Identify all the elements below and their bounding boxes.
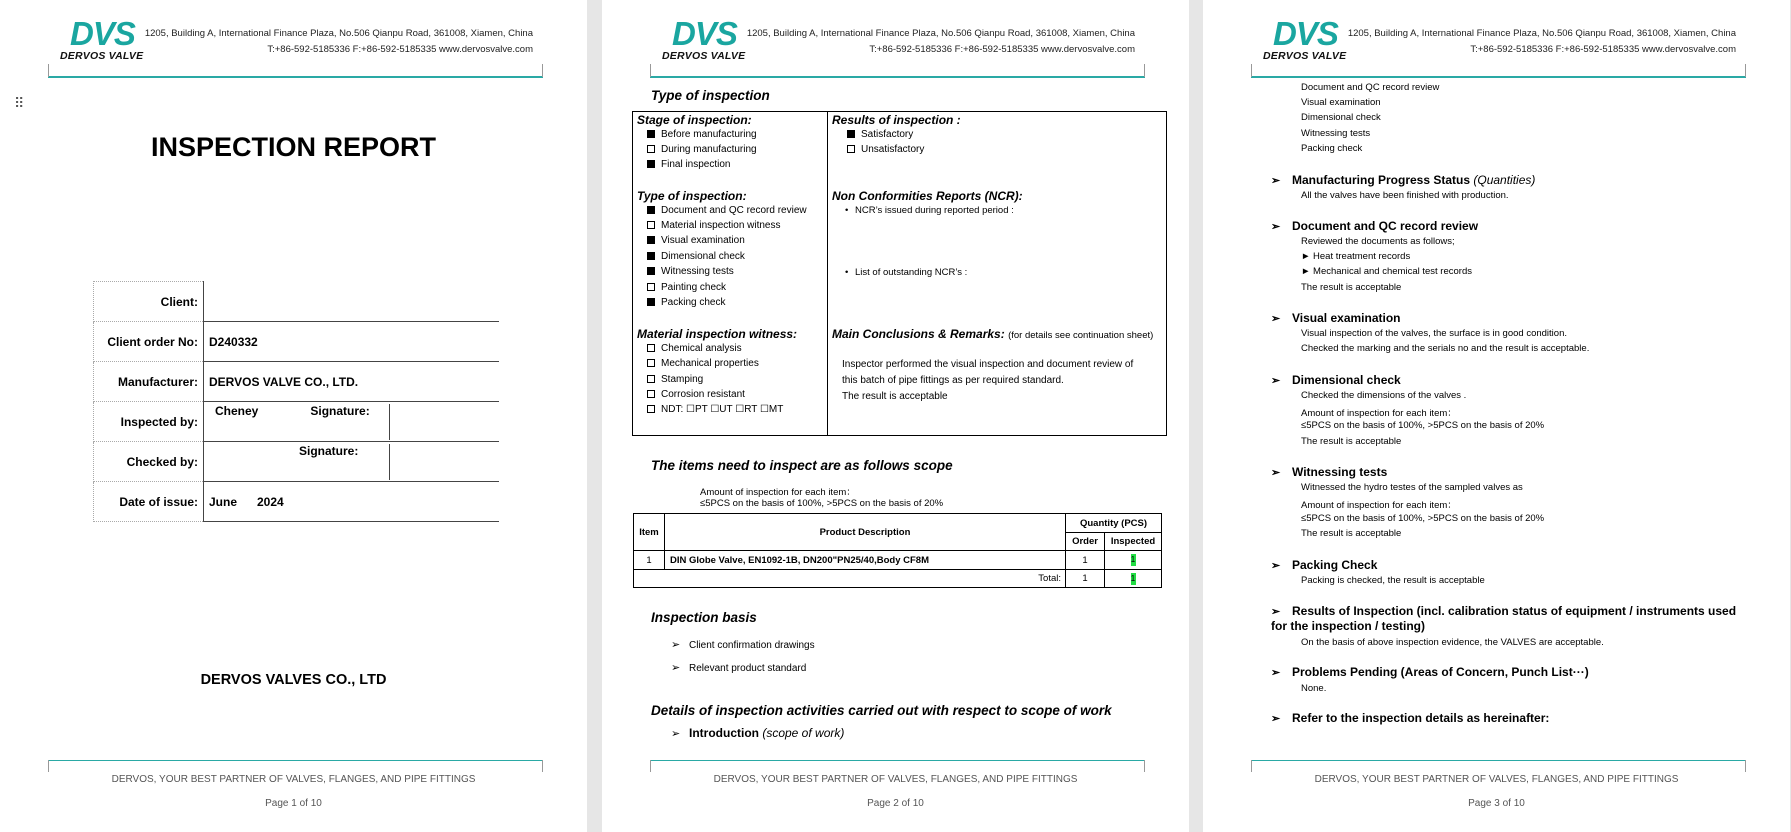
footer-corner-right [1144, 760, 1145, 772]
table-row [94, 282, 500, 322]
conclusions-title: Main Conclusions & Remarks: [832, 327, 1005, 341]
footer-slogan: DERVOS, YOUR BEST PARTNER OF VALVES, FLANGES, AND PIPE FITTINGS [713, 774, 1078, 785]
logo-name: DERVOS VALVE [1263, 50, 1347, 62]
box-column-divider [827, 112, 828, 435]
checkbox-label: Material inspection witness [661, 220, 781, 231]
checkbox-label: Witnessing tests [661, 266, 734, 277]
checkbox-item[interactable] [647, 389, 745, 400]
order-label: Client order No: [94, 322, 204, 362]
checked-cell[interactable] [204, 442, 500, 482]
checkbox-icon [647, 283, 655, 291]
table-row [634, 570, 1162, 588]
manufacturer-value[interactable]: DERVOS VALVE CO., LTD. [204, 362, 500, 402]
checkbox-icon [847, 130, 855, 138]
arrow-bullet-icon: ➢ [1271, 175, 1281, 187]
arrow-bullet-icon: ➢ [1271, 560, 1281, 572]
doc-review-line: The result is acceptable [1301, 282, 1402, 293]
refer-title: Refer to the inspection details as hereinafter: [1292, 711, 1550, 725]
client-label: Client: [94, 282, 204, 322]
cell-order: 1 [1066, 551, 1105, 570]
results-line: On the basis of above inspection evidence, the VALVES are acceptable. [1301, 637, 1604, 648]
problems-title: Problems Pending (Areas of Concern, Punch List···) [1292, 665, 1589, 679]
col-order: Order [1066, 533, 1105, 551]
checkbox-label: Dimensional check [661, 251, 745, 262]
date-value[interactable]: June 2024 [204, 482, 500, 522]
checkbox-icon [647, 252, 655, 260]
checkbox-icon [647, 236, 655, 244]
checkbox-icon [647, 160, 655, 168]
header-corner-right [542, 64, 543, 77]
checkbox-item[interactable] [647, 358, 759, 369]
inspected-signature-label: Signature: [310, 403, 370, 418]
checkbox-label: Satisfactory [861, 129, 914, 140]
doc-review-line: ► Mechanical and chemical test records [1301, 266, 1472, 277]
checked-signature-box[interactable] [389, 444, 498, 480]
visual-line: Visual inspection of the valves, the surface is in good condition. [1301, 328, 1567, 339]
progress-title: Manufacturing Progress Status [1292, 173, 1471, 187]
witness-line: Witnessed the hydro testes of the sampled valves as [1301, 482, 1523, 493]
footer-corner-left [1251, 760, 1252, 772]
company-logo [1261, 15, 1361, 64]
checkbox-item[interactable] [647, 251, 745, 262]
refer-heading [1271, 711, 1549, 725]
material-heading: Material inspection witness: [637, 327, 798, 341]
page-1 [0, 0, 587, 832]
dimensional-heading [1271, 373, 1401, 387]
cell-total-order: 1 [1066, 570, 1105, 588]
arrow-bullet-icon: ➢ [1271, 713, 1281, 725]
checkbox-item[interactable] [647, 343, 742, 354]
cell-inspected [1105, 551, 1162, 570]
ncr-item-text: NCR’s issued during reported period : [855, 205, 1014, 216]
header-address: 1205, Building A, International Finance Plaza, No.506 Qianpu Road, 361008, Xiamen, China [746, 28, 1135, 39]
results-heading: Results of inspection : [832, 113, 961, 127]
progress-heading [1271, 173, 1535, 187]
cell-desc: DIN Globe Valve, EN1092-1B, DN200"PN25/40,Body CF8M [665, 551, 1066, 570]
col-qty: Quantity (PCS) [1066, 514, 1162, 533]
header-corner-left [1251, 64, 1252, 77]
checkbox-icon [647, 221, 655, 229]
logo-mark: DVS [70, 15, 135, 52]
basis-item [671, 638, 815, 651]
table-row [634, 514, 1162, 533]
ncr-item: • NCR’s issued during reported period : [845, 205, 1014, 216]
doc-review-title: Document and QC record review [1292, 219, 1479, 233]
header-corner-right [1745, 64, 1746, 77]
doc-review-heading [1271, 219, 1478, 233]
checkbox-item[interactable] [647, 404, 783, 415]
logo-mark: DVS [1273, 15, 1338, 52]
scope-heading: The items need to inspect are as follows scope [651, 458, 953, 473]
witness-line: ≤5PCS on the basis of 100%, >5PCS on the basis of 20% [1301, 513, 1545, 524]
witness-title: Witnessing tests [1292, 465, 1388, 479]
conclusion-line: The result is acceptable [842, 391, 948, 402]
page-number: Page 1 of 10 [265, 798, 322, 809]
basis-item-text: Client confirmation drawings [689, 640, 815, 651]
witness-heading [1271, 465, 1387, 479]
col-item: Item [634, 514, 665, 551]
page-number: Page 2 of 10 [867, 798, 924, 809]
results-title: Results of Inspection (incl. calibration status of equipment / instruments used [1292, 604, 1737, 618]
report-title: INSPECTION REPORT [150, 132, 437, 162]
logo-name: DERVOS VALVE [60, 50, 144, 62]
highlight-mark [1131, 573, 1136, 585]
page-3 [1203, 0, 1790, 832]
dimensional-line: The result is acceptable [1301, 436, 1402, 447]
results-heading-cont: for the inspection / testing) [1271, 619, 1426, 633]
header-contact: T:+86-592-5185336 F:+86-592-5185335 www.dervosvalve.com [869, 44, 1135, 55]
checkbox-label: Stamping [661, 374, 704, 385]
checkbox-icon [647, 344, 655, 352]
checkbox-label: Chemical analysis [661, 343, 742, 354]
col-desc: Product Description [665, 514, 1066, 551]
company-logo [660, 15, 760, 64]
checkbox-label: Before manufacturing [661, 129, 757, 140]
header-corner-right [1144, 64, 1145, 77]
table-row [94, 362, 500, 402]
footer-divider [48, 760, 543, 761]
checkbox-icon [647, 298, 655, 306]
type-sub-heading: Type of inspection: [637, 189, 747, 203]
checkbox-label: Final inspection [661, 159, 731, 170]
conclusions-note: (for details see continuation sheet) [1008, 330, 1154, 341]
order-value[interactable]: D240332 [204, 322, 500, 362]
ncr-item-text: List of outstanding NCR’s : [855, 267, 968, 278]
checkbox-icon [647, 206, 655, 214]
scope-line: Amount of inspection for each item： [700, 487, 856, 498]
checkbox-icon [647, 130, 655, 138]
cell-total-inspected [1105, 570, 1162, 588]
checkbox-item[interactable] [647, 205, 807, 216]
drag-handle-icon[interactable]: ⠿ [14, 95, 23, 111]
inspected-value: Cheney [215, 403, 259, 418]
company-name: DERVOS VALVES CO., LTD [200, 672, 387, 688]
checkbox-label: Visual examination [661, 235, 745, 246]
witness-line: The result is acceptable [1301, 528, 1402, 539]
logo-mark: DVS [672, 15, 737, 52]
header-address: 1205, Building A, International Finance Plaza, No.506 Qianpu Road, 361008, Xiamen, China [144, 28, 533, 39]
checkbox-label: Corrosion resistant [661, 389, 745, 400]
arrow-bullet-icon: ➢ [1271, 606, 1281, 618]
scope-list-item: Visual examination [1301, 97, 1381, 108]
results-heading [1271, 604, 1736, 618]
stage-heading: Stage of inspection: [637, 113, 752, 127]
checkbox-item[interactable] [647, 282, 726, 293]
footer-slogan: DERVOS, YOUR BEST PARTNER OF VALVES, FLANGES, AND PIPE FITTINGS [1314, 774, 1679, 785]
arrow-bullet-icon: ➢ [671, 639, 681, 651]
scope-line: ≤5PCS on the basis of 100%, >5PCS on the basis of 20% [700, 498, 944, 509]
checkbox-label: Document and QC record review [661, 205, 807, 216]
inspected-cell[interactable] [204, 402, 500, 442]
dimensional-title: Dimensional check [1292, 373, 1401, 387]
visual-line: Checked the marking and the serials no and the result is acceptable. [1301, 343, 1590, 354]
checkbox-item[interactable] [647, 159, 730, 170]
visual-title: Visual examination [1292, 311, 1401, 325]
checkbox-label: During manufacturing [661, 144, 757, 155]
checkbox-item[interactable] [647, 266, 734, 277]
cell-item: 1 [634, 551, 665, 570]
progress-note: (Quantities) [1473, 173, 1536, 187]
ncr-item: • List of outstanding NCR’s : [845, 267, 968, 278]
checkbox-icon [647, 359, 655, 367]
footer-corner-right [542, 760, 543, 772]
header-divider [650, 76, 1145, 78]
header-divider [48, 76, 543, 78]
arrow-bullet-icon: ➢ [1271, 467, 1281, 479]
scope-list-item: Document and QC record review [1301, 82, 1440, 93]
problems-line: None. [1301, 683, 1327, 694]
visual-heading [1271, 311, 1401, 325]
table-row [94, 482, 500, 522]
conclusion-line: this batch of pipe fittings as per required standard. [842, 375, 1064, 386]
packing-line: Packing is checked, the result is acceptable [1301, 575, 1485, 586]
checkbox-item[interactable] [647, 220, 781, 231]
company-logo [58, 15, 158, 64]
header-contact: T:+86-592-5185336 F:+86-592-5185335 www.dervosvalve.com [267, 44, 533, 55]
checkbox-item[interactable] [647, 129, 757, 140]
checkbox-icon [647, 267, 655, 275]
doc-review-line: Reviewed the documents as follows; [1301, 236, 1455, 247]
footer-divider [650, 760, 1145, 761]
checkbox-label: Packing check [661, 297, 726, 308]
col-inspected: Inspected [1105, 533, 1162, 551]
header-corner-left [650, 64, 651, 77]
dimensional-line: ≤5PCS on the basis of 100%, >5PCS on the basis of 20% [1301, 420, 1545, 431]
header-corner-left [48, 64, 49, 77]
intro-label: Introduction [689, 726, 759, 740]
logo-name: DERVOS VALVE [662, 50, 746, 62]
checkbox-icon [647, 145, 655, 153]
checkbox-icon [647, 390, 655, 398]
footer-corner-right [1745, 760, 1746, 772]
witness-line: Amount of inspection for each item： [1301, 500, 1457, 511]
inspected-label: Inspected by: [94, 402, 204, 442]
checkbox-label: Unsatisfactory [861, 144, 925, 155]
ncr-heading: Non Conformities Reports (NCR): [832, 189, 1023, 203]
checkbox-label: NDT: ☐PT ☐UT ☐RT ☐MT [661, 404, 784, 415]
inspected-signature-box[interactable] [389, 404, 498, 440]
footer-corner-left [650, 760, 651, 772]
packing-title: Packing Check [1292, 558, 1378, 572]
page-2 [602, 0, 1189, 832]
arrow-bullet-icon: ➢ [1271, 313, 1281, 325]
arrow-bullet-icon: ➢ [1271, 375, 1281, 387]
table-row [634, 551, 1162, 570]
inspected-count: 1 [1130, 573, 1136, 583]
checkbox-item[interactable] [847, 129, 913, 140]
packing-heading [1271, 558, 1377, 572]
header-divider [1251, 76, 1746, 78]
type-of-inspection-heading: Type of inspection [651, 88, 770, 103]
basis-item-text: Relevant product standard [689, 663, 807, 674]
conclusion-line: Inspector performed the visual inspection and document review of [842, 359, 1134, 370]
page-number: Page 3 of 10 [1468, 798, 1525, 809]
conclusions-heading [832, 327, 1153, 341]
arrow-bullet-icon: ➢ [1271, 667, 1281, 679]
intro-note: (scope of work) [762, 726, 845, 740]
checkbox-item[interactable] [647, 374, 703, 385]
table-row [94, 322, 500, 362]
dimensional-line: Amount of inspection for each item： [1301, 408, 1457, 419]
doc-review-line: ► Heat treatment records [1301, 251, 1411, 262]
arrow-bullet-icon: ➢ [1271, 221, 1281, 233]
table-row [94, 402, 500, 442]
header-contact: T:+86-592-5185336 F:+86-592-5185335 www.dervosvalve.com [1470, 44, 1736, 55]
problems-heading [1271, 665, 1589, 679]
details-heading: Details of inspection activities carried out with respect to scope of work [651, 703, 1112, 718]
scope-list-item: Packing check [1301, 143, 1363, 154]
checkbox-item[interactable] [647, 144, 757, 155]
date-label: Date of issue: [94, 482, 204, 522]
highlight-mark [1131, 554, 1136, 566]
cell-total-label: Total: [634, 570, 1066, 588]
footer-slogan: DERVOS, YOUR BEST PARTNER OF VALVES, FLANGES, AND PIPE FITTINGS [111, 774, 476, 785]
checkbox-item[interactable] [847, 144, 924, 155]
arrow-bullet-icon: ➢ [671, 662, 681, 674]
checkbox-icon [647, 405, 655, 413]
basis-heading: Inspection basis [651, 610, 757, 625]
checkbox-icon [647, 375, 655, 383]
checkbox-label: Painting check [661, 282, 727, 293]
scope-list-item: Dimensional check [1301, 112, 1381, 123]
table-row [94, 442, 500, 482]
checked-label: Checked by: [94, 442, 204, 482]
inspection-summary-box [632, 111, 1167, 436]
checked-signature-label: Signature: [299, 443, 359, 458]
checkbox-item[interactable] [647, 235, 745, 246]
footer-divider [1251, 760, 1746, 761]
intro-item [671, 726, 844, 740]
scope-list-item: Witnessing tests [1301, 128, 1371, 139]
report-info-table [93, 281, 499, 522]
arrow-bullet-icon: ➢ [671, 728, 681, 740]
client-value[interactable] [204, 282, 500, 322]
dimensional-line: Checked the dimensions of the valves . [1301, 390, 1467, 401]
footer-corner-left [48, 760, 49, 772]
header-address: 1205, Building A, International Finance Plaza, No.506 Qianpu Road, 361008, Xiamen, China [1347, 28, 1736, 39]
checkbox-label: Mechanical properties [661, 358, 759, 369]
inspected-count: 1 [1130, 555, 1136, 564]
progress-text: All the valves have been finished with production. [1301, 190, 1509, 201]
basis-item [671, 661, 806, 674]
manufacturer-label: Manufacturer: [94, 362, 204, 402]
checkbox-item[interactable] [647, 297, 725, 308]
checkbox-icon [847, 145, 855, 153]
product-table [633, 513, 1162, 588]
